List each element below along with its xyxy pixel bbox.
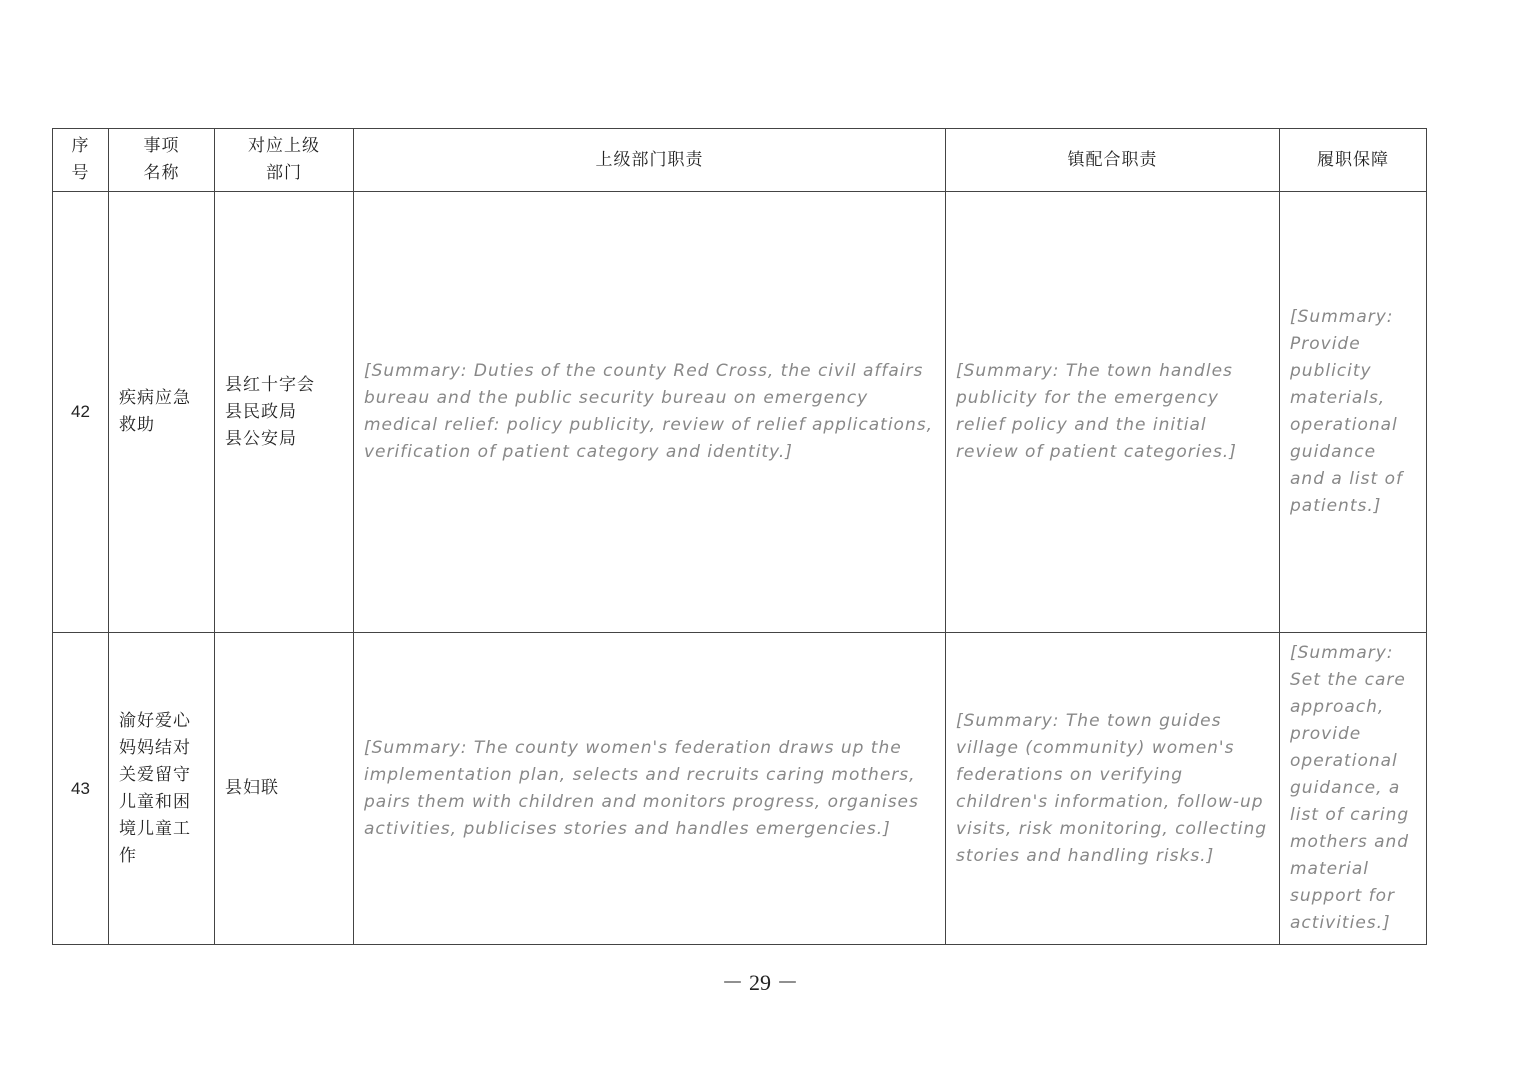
- row-item-name: 渝好爱心 妈妈结对 关爱留守 儿童和困 境儿童工 作: [119, 710, 191, 866]
- header-guarantee: [1280, 129, 1427, 192]
- row-seq: 43: [53, 633, 109, 945]
- header-upper-duty: [354, 129, 946, 192]
- row-town-duty-cell: [946, 633, 1280, 945]
- header-seq-text: 序 号: [71, 136, 90, 183]
- header-upper-duty-text: 上级部门职责: [595, 149, 704, 170]
- row-seq: 42: [53, 192, 109, 633]
- row-item-name-cell: [109, 633, 215, 945]
- page-number: － 29 －: [721, 970, 799, 995]
- header-upper-dept-text: 对应上级 部门: [248, 136, 320, 183]
- row-upper-dept: 县红十字会 县民政局 县公安局: [225, 374, 315, 449]
- table-header-row: [53, 129, 1427, 192]
- row-guarantee-cell: [1280, 633, 1427, 945]
- row-guarantee: [Summary: Provide publicity materials, operational guidance and a list of patients.]: [1290, 307, 1403, 516]
- row-town-duty: [Summary: The town guides village (community) women's federations on verifying children's information, follow-up visits, risk monitoring, collecting stories and handling risks.]: [956, 710, 1268, 866]
- table-row: [53, 192, 1427, 633]
- row-town-duty: [Summary: The town handles publicity for the emergency relief policy and the initial review of patient categories.]: [956, 361, 1237, 462]
- row-town-duty-cell: [946, 192, 1280, 633]
- row-upper-duty-cell: [354, 192, 946, 633]
- row-upper-duty: [Summary: The county women's federation draws up the implementation plan, selects and recruits caring mothers, pairs them with children and monitors progress, organises activities, publicises stories and handles emergencies.]: [364, 737, 919, 839]
- row-upper-duty: [Summary: Duties of the county Red Cross, the civil affairs bureau and the public security bureau on emergency medical relief: policy publicity, review of relief applications, verification of patient category and identity.]: [364, 361, 933, 462]
- row-upper-duty-cell: [354, 633, 946, 945]
- row-upper-dept-cell: [215, 192, 354, 633]
- header-town-duty: [946, 129, 1280, 192]
- row-item-name: 疾病应急 救助: [119, 388, 191, 435]
- row-item-name-cell: [109, 192, 215, 633]
- header-town-duty-text: 镇配合职责: [1067, 149, 1158, 170]
- row-upper-dept-cell: [215, 633, 354, 945]
- header-upper-dept: [215, 129, 354, 192]
- header-guarantee-text: 履职保障: [1317, 149, 1389, 170]
- row-guarantee-cell: [1280, 192, 1427, 633]
- row-guarantee: [Summary: Set the care approach, provide operational guidance, a list of caring mothers and material support for activities.]: [1290, 643, 1410, 933]
- table-row: [53, 633, 1427, 945]
- header-item-name-text: 事项 名称: [143, 136, 180, 183]
- header-item-name: [109, 129, 215, 192]
- header-seq: [53, 129, 109, 192]
- row-upper-dept: 县妇联: [225, 778, 279, 798]
- duty-table: [52, 128, 1427, 945]
